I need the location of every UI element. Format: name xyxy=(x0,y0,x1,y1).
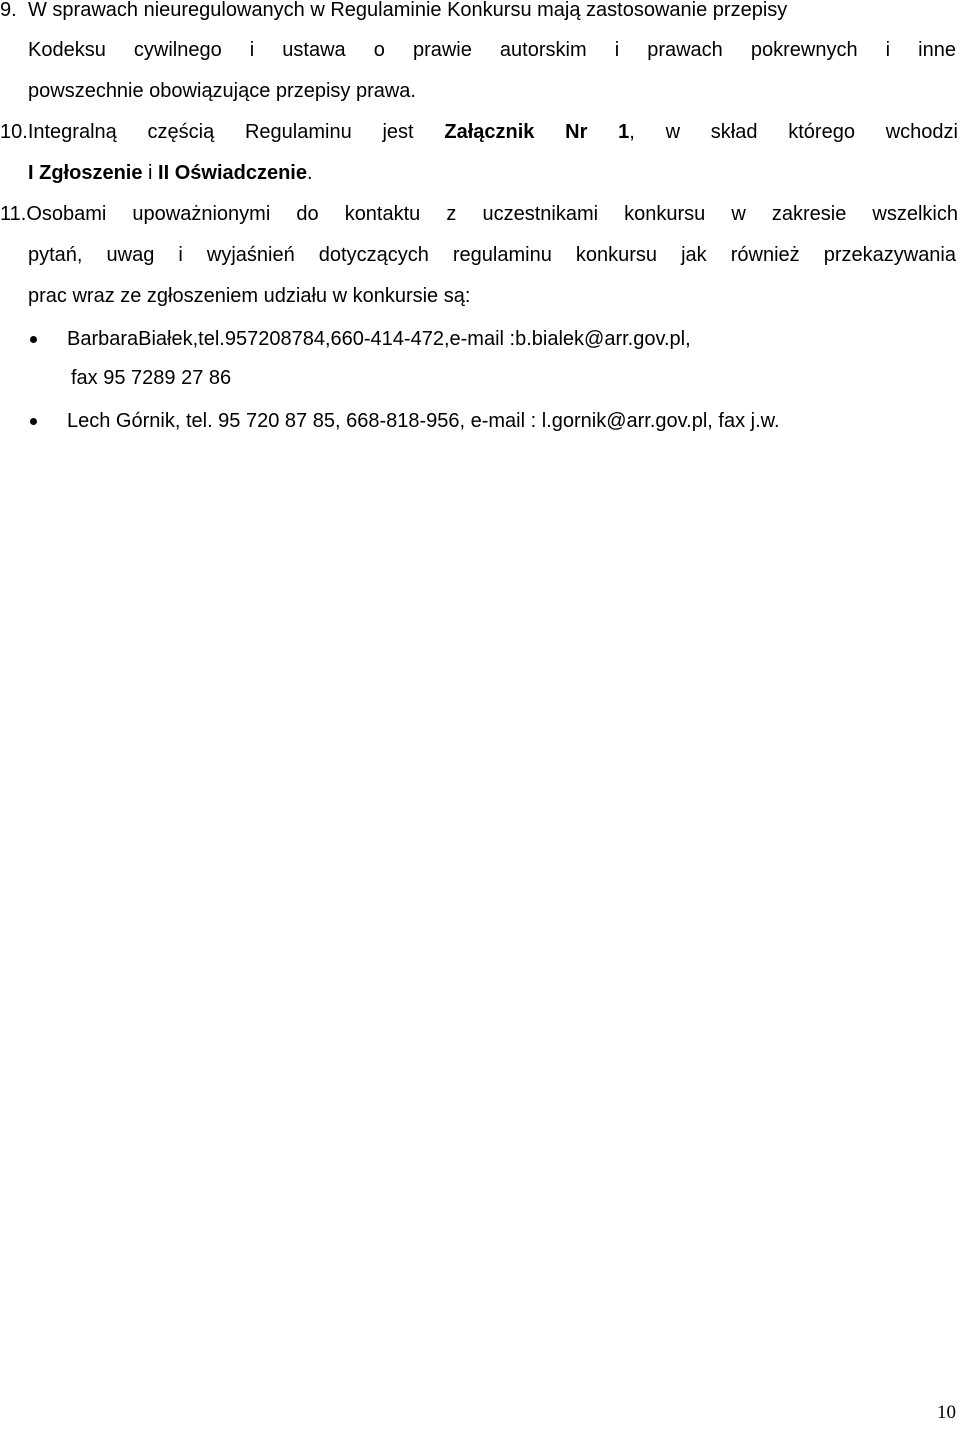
item-9-line-2: Kodeksu cywilnego i ustawa o prawie autorskim i prawach pokrewnych i inne xyxy=(28,39,956,61)
item-11-line-1 xyxy=(0,200,958,228)
page-number: 10 xyxy=(937,1402,956,1423)
contact-2-line-1: Lech Górnik, tel. 95 720 87 85, 668-818-956, e-mail : l.gornik@arr.gov.pl, fax j.w. xyxy=(67,410,780,432)
item-9-line-1 xyxy=(0,0,958,24)
item-11-line-3: prac wraz ze zgłoszeniem udziału w konkursie są: xyxy=(28,285,471,307)
bullet-icon xyxy=(30,336,37,343)
bullet-icon xyxy=(30,418,37,425)
item-9-number: 9. xyxy=(0,0,17,21)
item-11-text-line-1: Osobami upoważnionymi do kontaktu z uczestnikami konkursu w zakresie wszelkich xyxy=(26,203,958,225)
item-10-text-pre: Integralną częścią Regulaminu jest xyxy=(27,121,445,143)
item-9-line-3: powszechnie obowiązujące przepisy prawa. xyxy=(28,80,416,102)
contact-1-line-2: fax 95 7289 27 86 xyxy=(71,367,232,389)
item-10-connector: i xyxy=(142,162,159,184)
item-10-line-2 xyxy=(28,159,313,187)
item-11-line-2: pytań, uwag i wyjaśnień dotyczących regulaminu konkursu jak również przekazywania xyxy=(28,244,956,266)
registration-form-reference: I Zgłoszenie xyxy=(28,162,143,184)
item-11-number: 11. xyxy=(0,203,27,225)
declaration-reference: II Oświadczenie xyxy=(158,162,307,184)
item-10-number: 10. xyxy=(0,121,28,143)
item-10-text-post: , w skład którego wchodzi xyxy=(629,121,958,143)
contact-1-line-1: BarbaraBiałek,tel.957208784,660-414-472,e-mail :b.bialek@arr.gov.pl, xyxy=(67,328,691,350)
item-9-text-line-1: W sprawach nieuregulowanych w Regulaminie Konkursu mają zastosowanie przepisy xyxy=(28,0,788,21)
attachment-reference: Załącznik Nr 1 xyxy=(444,121,630,143)
item-10-line-1 xyxy=(0,118,958,146)
item-10-period: . xyxy=(306,162,313,184)
